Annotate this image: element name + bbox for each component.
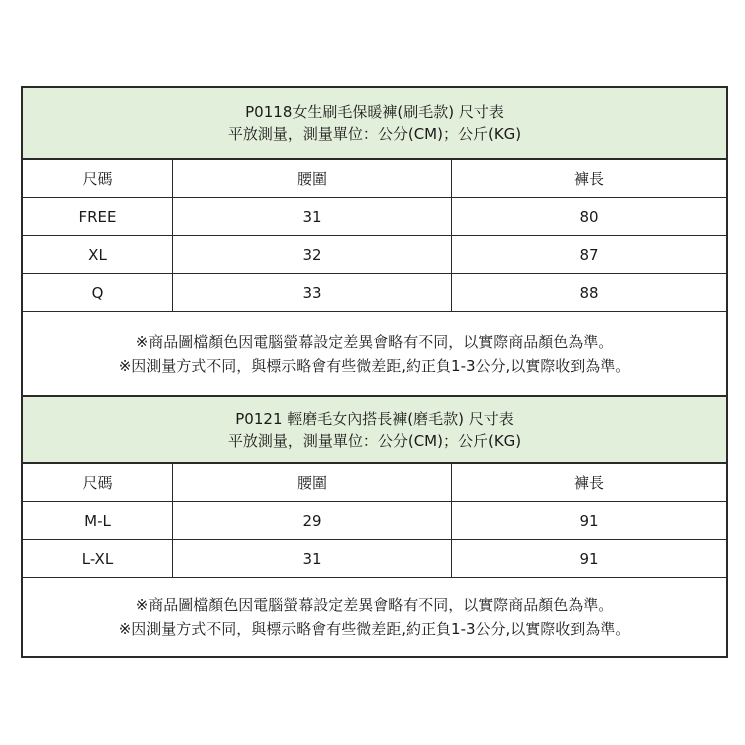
table-1-notes [23, 312, 726, 397]
table-row [23, 274, 726, 312]
waist-cell: 31 [173, 198, 452, 235]
length-cell: 87 [579, 245, 599, 264]
waist-cell: 33 [173, 274, 452, 311]
table-1-title: P0118女生刷毛保暖褲(刷毛款) 尺寸表 [245, 103, 504, 121]
table-2-title: P0121 輕磨毛女內搭長褲(磨毛款) 尺寸表 [235, 409, 514, 428]
table-2-header [23, 397, 726, 464]
length-cell: 88 [579, 283, 599, 302]
waist-cell: 32 [173, 236, 452, 273]
column-header-size: 尺碼 [23, 464, 173, 501]
table-2-header-row [23, 464, 726, 502]
size-cell: Q [23, 274, 173, 311]
size-chart-sheet [21, 86, 728, 658]
note-measurement: ※因測量方式不同，與標示略會有些微差距,約正負1-3公分,以實際收到為準。 [118, 620, 631, 638]
table-1-header-row [23, 160, 726, 198]
table-row [23, 236, 726, 274]
table-2-notes [23, 578, 726, 656]
table-1-subtitle: 平放測量，測量單位：公分(CM)；公斤(KG) [227, 125, 522, 143]
size-cell: FREE [23, 198, 173, 235]
column-header-waist: 腰圍 [173, 464, 452, 501]
size-cell: L-XL [23, 540, 173, 577]
note-color: ※商品圖檔顏色因電腦螢幕設定差異會略有不同，以實際商品顏色為準。 [135, 596, 614, 614]
column-header-waist: 腰圍 [173, 160, 452, 197]
waist-cell: 29 [173, 502, 452, 539]
length-cell: 91 [579, 511, 599, 530]
column-header-size: 尺碼 [23, 160, 173, 197]
length-cell: 91 [579, 549, 599, 568]
table-row [23, 540, 726, 578]
table-row [23, 198, 726, 236]
size-cell: XL [23, 236, 173, 273]
note-color: ※商品圖檔顏色因電腦螢幕設定差異會略有不同，以實際商品顏色為準。 [135, 332, 614, 351]
table-2-subtitle: 平放測量，測量單位：公分(CM)；公斤(KG) [227, 431, 522, 450]
column-header-length: 褲長 [573, 474, 604, 492]
waist-cell: 31 [173, 540, 452, 577]
column-header-length: 褲長 [573, 170, 604, 188]
length-cell: 80 [579, 207, 599, 226]
table-row [23, 502, 726, 540]
table-1-header [23, 88, 726, 160]
note-measurement: ※因測量方式不同，與標示略會有些微差距,約正負1-3公分,以實際收到為準。 [118, 356, 631, 375]
size-cell: M-L [23, 502, 173, 539]
